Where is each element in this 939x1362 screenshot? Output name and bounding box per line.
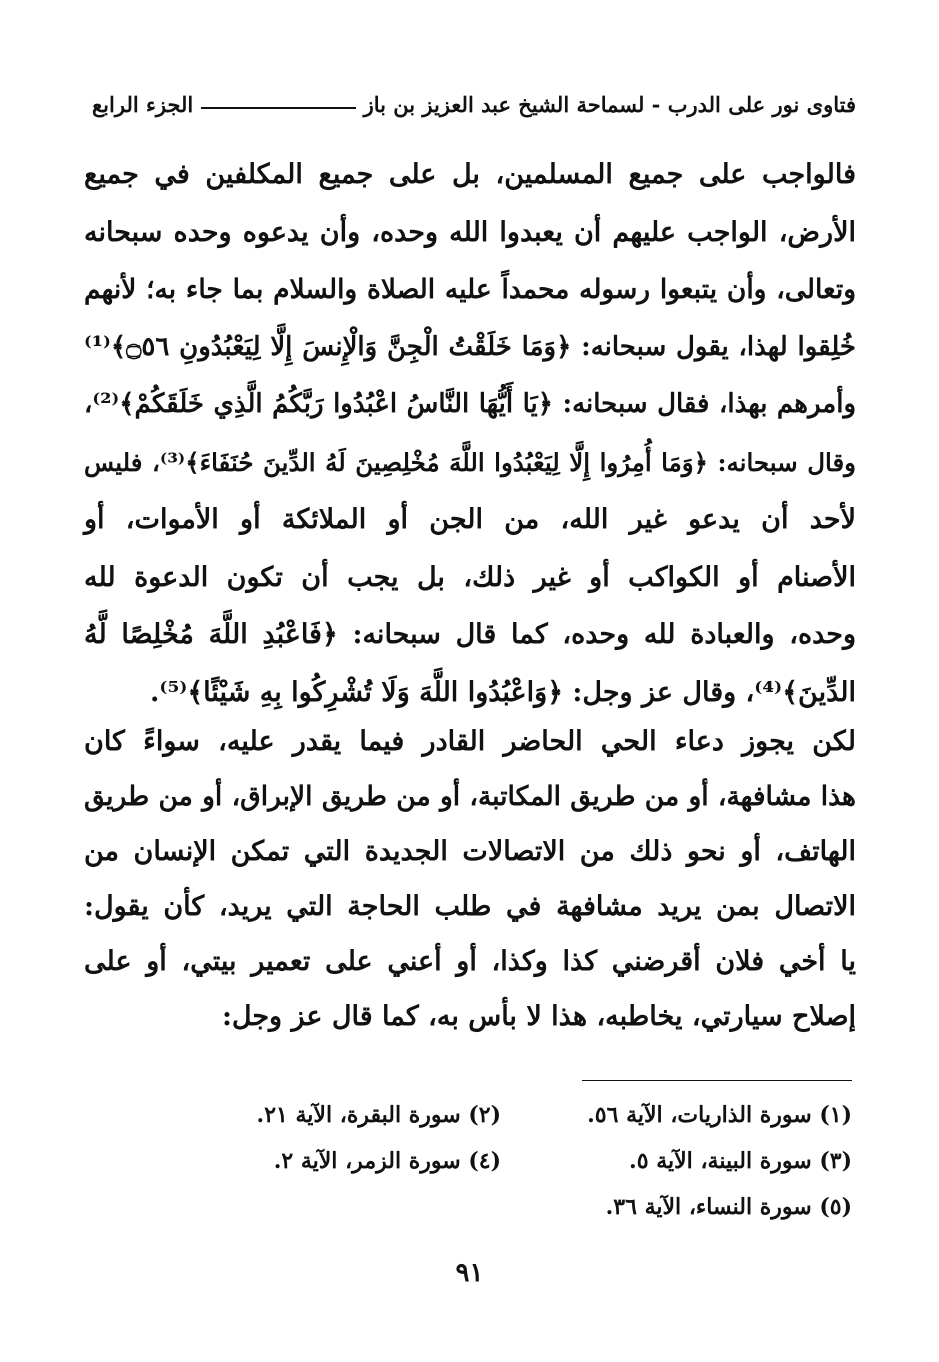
text-line-with-verse: الدِّينَ﴾⁽⁴⁾، وقال عز وجل: ﴿وَاعْبُدُوا اللَّهَ وَلَا تُشْرِكُوا بِهِ شَيْئًا﴾⁽⁵⁾. <box>150 676 856 708</box>
footnote-3: (٣) سورة البينة، الآية ٥. <box>629 1148 852 1174</box>
text-line: لأحد أن يدعو غير الله، من الجن أو الملائكة أو الأموات، أو <box>84 504 856 535</box>
running-header <box>92 84 856 124</box>
text-line: الأصنام أو الكواكب أو غير ذلك، بل يجب أن تكون الدعوة لله <box>84 561 856 593</box>
text-line: هذا مشافهة، أو من طريق المكاتبة، أو من طريق الإبراق، أو من طريق <box>84 781 856 812</box>
footnote-separator <box>582 1080 852 1081</box>
text-line-with-verse: وحده، والعبادة لله وحده، كما قال سبحانه: ﴿فَاعْبُدِ اللَّهَ مُخْلِصًا لَّهُ <box>84 619 856 650</box>
text-line: فالواجب على جميع المسلمين، بل على جميع المكلفين في جميع <box>84 159 856 190</box>
text-line: الاتصال بمن يريد مشافهة في طلب الحاجة التي يريد، كأن يقول: <box>84 891 856 922</box>
footnote-2: (٢) سورة البقرة، الآية ٢١. <box>256 1102 501 1128</box>
text-line-with-verse: وقال سبحانه: ﴿وَمَا أُمِرُوا إِلَّا لِيَعْبُدُوا اللَّهَ مُخْلِصِينَ لَهُ الدِّينَ حُنَفَاءَ﴾⁽³⁾، فليس <box>84 447 857 477</box>
text-line: يا أخي فلان أقرضني كذا وكذا، أو أعني على تعمير بيتي، أو على <box>84 946 856 977</box>
footnotes <box>150 1092 852 1230</box>
footnote-5: (٥) سورة النساء، الآية ٣٦. <box>605 1194 852 1220</box>
header-rule <box>201 107 355 109</box>
volume-label: الجزء الرابع <box>92 91 194 117</box>
footnote-1: (١) سورة الذاريات، الآية ٥٦. <box>587 1102 852 1128</box>
paragraph-2 <box>84 714 856 1044</box>
text-line: وتعالى، وأن يتبعوا رسوله محمداً عليه الصلاة والسلام بما جاء به؛ لأنهم <box>84 274 856 305</box>
text-line: لكن يجوز دعاء الحي الحاضر القادر فيما يقدر عليه، سواءً كان <box>84 726 856 757</box>
page-number: ٩١ <box>455 1258 484 1288</box>
text-line-with-verse: وأمرهم بهذا، فقال سبحانه: ﴿يَا أَيُّهَا النَّاسُ اعْبُدُوا رَبَّكُمُ الَّذِي خَلَقَكُمْ﴾⁽²⁾، <box>84 389 856 419</box>
text-line: الهاتف، أو نحو ذلك من الاتصالات الجديدة التي تمكن الإنسان من <box>84 836 856 867</box>
text-line: الأرض، الواجب عليهم أن يعبدوا الله وحده، وأن يدعوه وحده سبحانه <box>84 216 856 248</box>
text-line: إصلاح سيارتي، يخاطبه، هذا لا بأس به، كما قال عز وجل: <box>221 1001 856 1032</box>
paragraph-1 <box>84 146 856 721</box>
book-title: فتاوى نور على الدرب - لسماحة الشيخ عبد العزيز بن باز <box>363 91 856 117</box>
footnote-4: (٤) سورة الزمر، الآية ٢. <box>273 1148 501 1174</box>
text-line-with-verse: خُلِقوا لهذا، يقول سبحانه: ﴿وَمَا خَلَقْتُ الْجِنَّ وَالْإِنسَ إِلَّا لِيَعْبُدُونِ ۝٥٦﴾⁽¹⁾ <box>84 331 856 362</box>
